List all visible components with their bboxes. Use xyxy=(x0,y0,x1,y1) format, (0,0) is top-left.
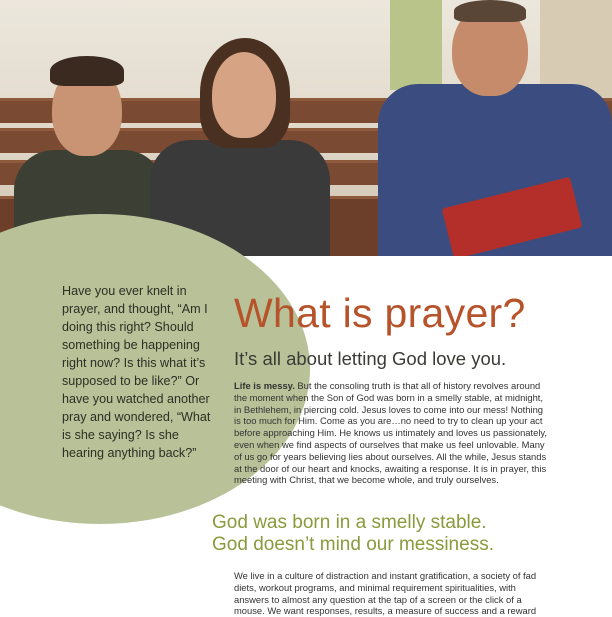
intro-text: But the consoling truth is that all of history revolves around the moment when the Son of God was born in a smelly stable, at midnight, in Bethlehem, in piercing cold. Jesus loves to come into our mess! Nothing is too much for Him. Come as you are…no need to try to clean up your act before approaching Him. He knows us intimately and loves us passionately, even when we find aspects of ourselves that make us feel unlovable. Many of us go for years believing lies about ourselves. All the while, Jesus stands at the door of our heart and knocks, awaiting a response. It is in prayer, this meeting with Christ, that we become whole, and truly ourselves. xyxy=(234,380,548,486)
page-title: What is prayer? xyxy=(234,290,526,336)
wall-panel xyxy=(390,0,442,90)
pull-quote: Have you ever knelt in prayer, and thought, “Am I doing this right? Should something be happening right now? Is this what it’s supposed to be like?” Or have you watched another pray and wondered, “What is she saying? Is she hearing anything back?” xyxy=(62,284,211,460)
callout-line-2: God doesn’t mind our messiness. xyxy=(212,534,494,555)
intro-lead: Life is messy. xyxy=(234,380,295,391)
callout-line-1: God was born in a smelly stable. xyxy=(212,512,487,533)
body-paragraph: We live in a culture of distraction and instant gratification, a society of fad diets, workout programs, and minimal requirement spiritualities, with answers to almost any question at the tap of a screen or the click of a mouse. We want responses, results, a measure of success and a reward xyxy=(234,570,537,617)
callout-quote xyxy=(212,512,494,556)
page-subtitle: It’s all about letting God love you. xyxy=(234,348,507,369)
intro-paragraph xyxy=(234,380,548,486)
